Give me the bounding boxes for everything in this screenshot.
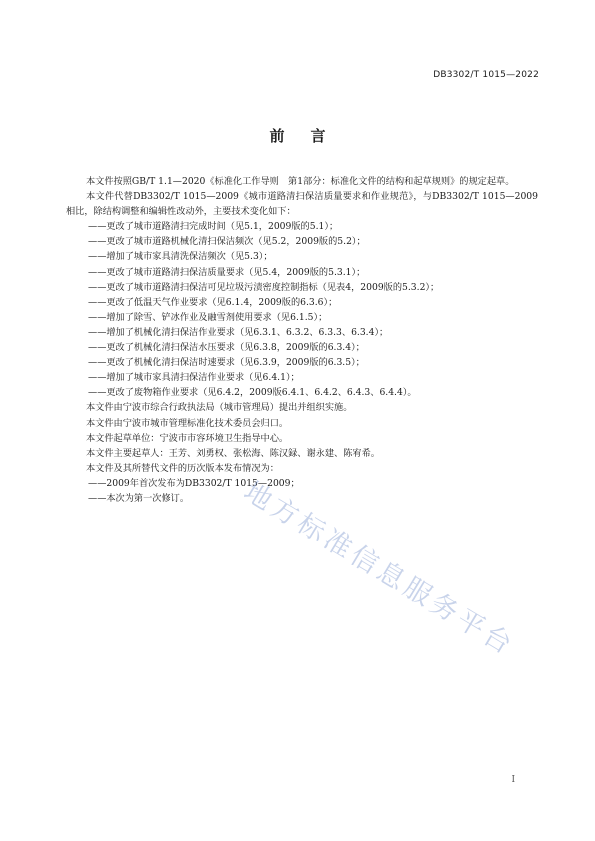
paragraph-drafting-unit: 本文件起草单位：宁波市市容环境卫生指导中心。 <box>86 432 289 444</box>
document-code: DB3302/T 1015—2022 <box>433 70 539 80</box>
history-item: ——2009年首次发布为DB3302/T 1015—2009； <box>88 477 300 489</box>
paragraph-history-intro: 本文件及其所替代文件的历次版本发布情况为： <box>86 462 279 474</box>
change-item: ——更改了城市道路机械化清扫保洁频次（见5.2，2009版的5.2）； <box>88 236 366 248</box>
history-item: ——本次为第一次修订。 <box>88 492 190 504</box>
watermark: 地方标准信息服务平台 <box>238 476 521 663</box>
page-title: 前言 <box>269 127 352 145</box>
paragraph-replacement: 本文件代替DB3302/T 1015—2009《城市道路清扫保洁质量要求和作业规范》，与DB3302/T 1015—2009相比，除结构调整和编辑性改动外，主要技术变化如下： <box>66 191 538 218</box>
paragraph-drafting-basis: 本文件按照GB/T 1.1—2020《标准化工作导则 第1部分：标准化文件的结构和起草规则》的规定起草。 <box>86 176 515 187</box>
change-item: ——更改了低温天气作业要求（见6.1.4，2009版的6.3.6）； <box>88 296 338 308</box>
change-list <box>66 219 538 400</box>
page-number: I <box>511 775 515 785</box>
paragraph-drafters: 本文件主要起草人：王芳、刘勇权、张松海、陈汉録、谢永建、陈宥希。 <box>86 447 380 459</box>
change-item: ——更改了机械化清扫保洁水压要求（见6.3.8，2009版的6.3.4）； <box>88 342 365 354</box>
change-item: ——增加了机械化清扫保洁作业要求（见6.3.1、6.3.2、6.3.3、6.3.4）； <box>88 326 389 338</box>
change-item: ——更改了城市道路清扫保洁可见垃圾污渍密度控制指标（见表4，2009版的5.3.2）； <box>88 281 440 293</box>
change-item: ——更改了城市道路清扫完成时间（见5.1，2009版的5.1）； <box>88 221 339 233</box>
paragraph-proposer: 本文件由宁波市综合行政执法局（城市管理局）提出并组织实施。 <box>86 402 353 414</box>
change-item: ——增加了城市家具清扫保洁作业要求（见6.4.1）； <box>88 372 300 384</box>
change-item: ——增加了城市家具清洗保洁频次（见5.3）； <box>88 251 273 263</box>
change-item: ——更改了城市道路清扫保洁质量要求（见5.4，2009版的5.3.1）； <box>88 266 366 278</box>
change-item: ——更改了废物箱作业要求（见6.4.2，2009版6.4.1、6.4.2、6.4.3、6.4.4）。 <box>88 387 417 399</box>
foreword-body <box>66 174 538 506</box>
paragraph-centralized-unit: 本文件由宁波市城市管理标准化技术委员会归口。 <box>86 417 289 429</box>
change-item: ——更改了机械化清扫保洁时速要求（见6.3.9，2009版的6.3.5）； <box>88 357 365 369</box>
change-item: ——增加了除雪、铲冰作业及融雪剂使用要求（见6.1.5）； <box>88 311 328 323</box>
